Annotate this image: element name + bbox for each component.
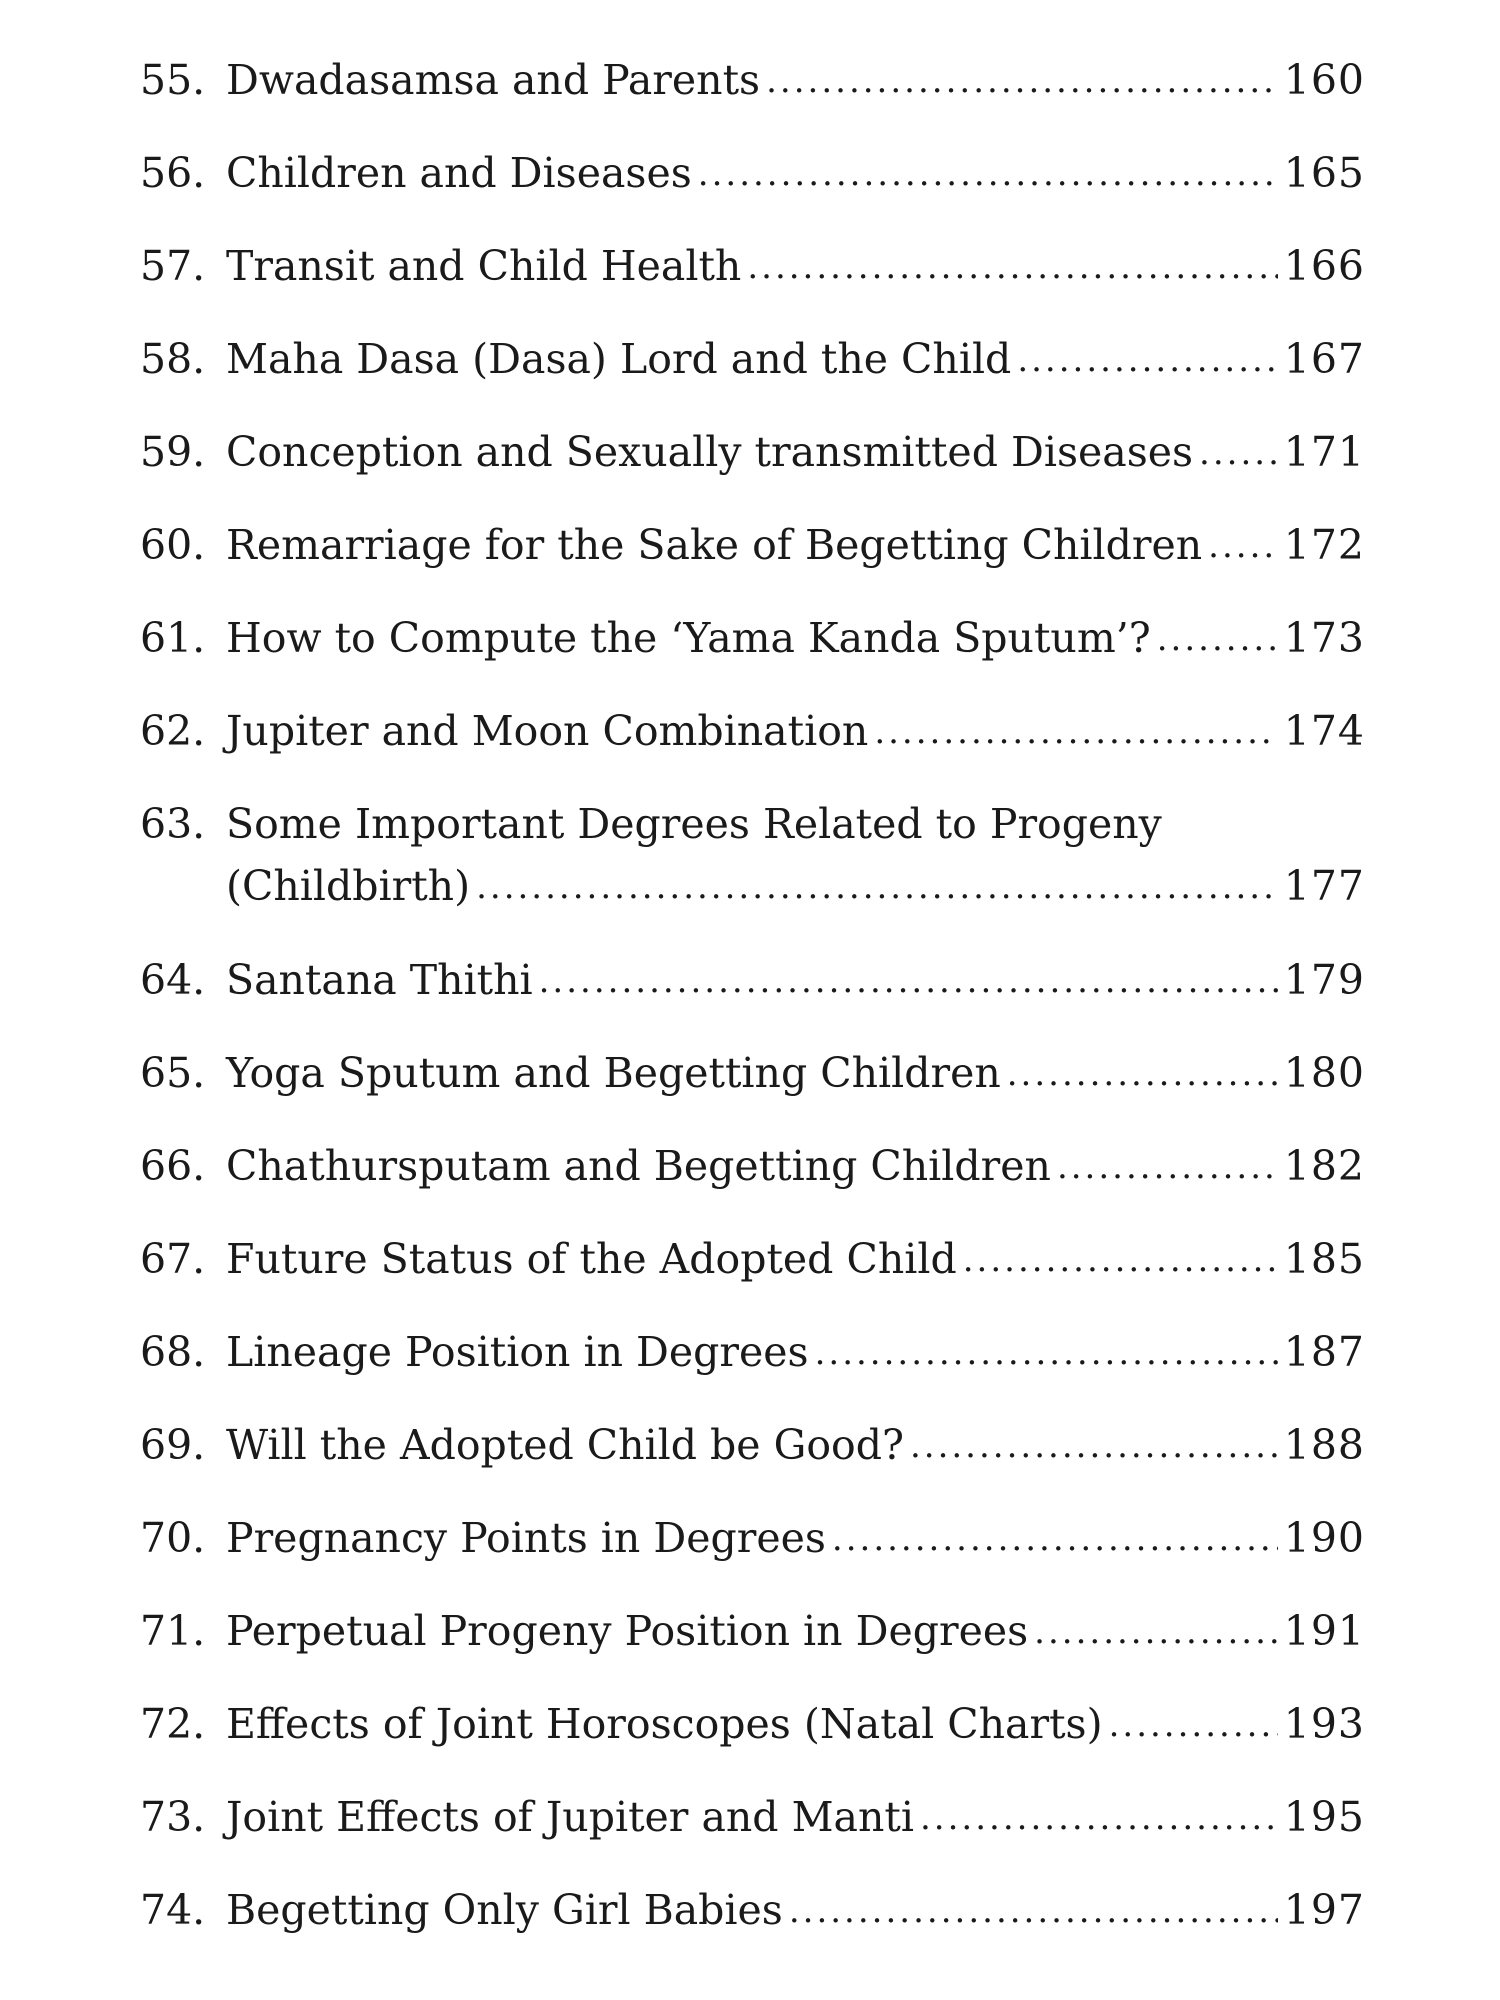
entry-title: Children and Diseases xyxy=(226,149,692,197)
entry-number: 67. xyxy=(140,1235,206,1283)
dot-leader xyxy=(789,1896,1278,1926)
dot-leader xyxy=(766,66,1278,96)
entry-page: 166 xyxy=(1283,242,1365,290)
entry-page: 160 xyxy=(1283,56,1365,104)
dot-leader xyxy=(1157,624,1278,654)
entry-page: 173 xyxy=(1283,614,1365,662)
entry-number: 63. xyxy=(140,800,206,848)
entry-title: Transit and Child Health xyxy=(226,242,742,290)
entry-page: 193 xyxy=(1283,1700,1365,1748)
entry-number: 71. xyxy=(140,1607,206,1655)
entry-number: 72. xyxy=(140,1700,206,1748)
entry-number: 74. xyxy=(140,1886,206,1934)
entry-page: 165 xyxy=(1283,149,1365,197)
entry-title: Yoga Sputum and Begetting Children xyxy=(226,1049,1001,1097)
dot-leader xyxy=(815,1338,1278,1368)
entry-title: Pregnancy Points in Degrees xyxy=(226,1514,826,1562)
entry-title: Lineage Position in Degrees xyxy=(226,1328,809,1376)
entry-number: 64. xyxy=(140,956,206,1004)
dot-leader xyxy=(1007,1059,1278,1089)
toc-entry[interactable] xyxy=(140,1882,1365,1938)
entry-title: Dwadasamsa and Parents xyxy=(226,56,761,104)
toc-entry[interactable] xyxy=(140,1231,1365,1287)
toc-entry[interactable] xyxy=(140,52,1365,108)
dot-leader xyxy=(910,1431,1278,1461)
toc-entry[interactable] xyxy=(140,424,1365,480)
entry-page: 179 xyxy=(1283,956,1365,1004)
toc-entry[interactable] xyxy=(140,238,1365,294)
entry-number: 62. xyxy=(140,707,206,755)
entry-page: 182 xyxy=(1283,1142,1365,1190)
entry-page: 180 xyxy=(1283,1049,1365,1097)
entry-page: 174 xyxy=(1283,707,1365,755)
entry-title: Future Status of the Adopted Child xyxy=(226,1235,957,1283)
entry-page: 197 xyxy=(1283,1886,1365,1934)
dot-leader xyxy=(963,1245,1278,1275)
entry-number: 61. xyxy=(140,614,206,662)
entry-number: 66. xyxy=(140,1142,206,1190)
dot-leader xyxy=(1208,531,1278,561)
entry-page: 187 xyxy=(1283,1328,1365,1376)
entry-title: Begetting Only Girl Babies xyxy=(226,1886,783,1934)
entry-number: 56. xyxy=(140,149,206,197)
dot-leader xyxy=(1199,438,1278,468)
toc-entry[interactable] xyxy=(140,1138,1365,1194)
dot-leader xyxy=(476,872,1278,902)
dot-leader xyxy=(874,717,1277,747)
entry-title: Jupiter and Moon Combination xyxy=(226,707,869,755)
entry-title: Joint Effects of Jupiter and Manti xyxy=(226,1793,914,1841)
dot-leader xyxy=(1017,345,1277,375)
entry-title: How to Compute the ‘Yama Kanda Sputum’? xyxy=(226,614,1151,662)
dot-leader xyxy=(747,252,1277,282)
entry-title: Effects of Joint Horoscopes (Natal Charts) xyxy=(226,1700,1103,1748)
toc-entry[interactable] xyxy=(140,145,1365,201)
toc-entry[interactable] xyxy=(140,1417,1365,1473)
entry-title: Will the Adopted Child be Good? xyxy=(226,1421,904,1469)
dot-leader xyxy=(920,1803,1278,1833)
entry-page: 177 xyxy=(1283,862,1365,910)
entry-title: Perpetual Progeny Position in Degrees xyxy=(226,1607,1029,1655)
entry-page: 172 xyxy=(1283,521,1365,569)
entry-number: 68. xyxy=(140,1328,206,1376)
entry-title-continued: (Childbirth) xyxy=(226,862,471,910)
toc-entry[interactable] xyxy=(140,703,1365,759)
toc-entry[interactable] xyxy=(140,952,1365,1008)
entry-number: 69. xyxy=(140,1421,206,1469)
entry-number: 57. xyxy=(140,242,206,290)
dot-leader xyxy=(1109,1710,1278,1740)
toc-entry[interactable] xyxy=(140,1696,1365,1752)
entry-page: 171 xyxy=(1283,428,1365,476)
dot-leader xyxy=(832,1524,1278,1554)
entry-page: 185 xyxy=(1283,1235,1365,1283)
entry-number: 59. xyxy=(140,428,206,476)
dot-leader xyxy=(1034,1617,1278,1647)
toc-entry[interactable] xyxy=(140,796,1365,914)
entry-page: 167 xyxy=(1283,335,1365,383)
entry-page: 191 xyxy=(1283,1607,1365,1655)
dot-leader xyxy=(1057,1152,1278,1182)
entry-page: 188 xyxy=(1283,1421,1365,1469)
entry-title: Maha Dasa (Dasa) Lord and the Child xyxy=(226,335,1012,383)
toc-entry[interactable] xyxy=(140,1789,1365,1845)
toc-entry[interactable] xyxy=(140,517,1365,573)
entry-title: Some Important Degrees Related to Progeny xyxy=(226,800,1162,848)
toc-entry[interactable] xyxy=(140,610,1365,666)
entry-page: 195 xyxy=(1283,1793,1365,1841)
entry-number: 70. xyxy=(140,1514,206,1562)
entry-number: 58. xyxy=(140,335,206,383)
dot-leader xyxy=(698,159,1278,189)
dot-leader xyxy=(539,966,1278,996)
entry-number: 55. xyxy=(140,56,206,104)
toc-entry[interactable] xyxy=(140,1603,1365,1659)
entry-title: Santana Thithi xyxy=(226,956,533,1004)
toc-entry[interactable] xyxy=(140,331,1365,387)
entry-title: Conception and Sexually transmitted Diseases xyxy=(226,428,1194,476)
toc-entry[interactable] xyxy=(140,1324,1365,1380)
entry-number: 73. xyxy=(140,1793,206,1841)
entry-title: Chathursputam and Begetting Children xyxy=(226,1142,1051,1190)
entry-number: 65. xyxy=(140,1049,206,1097)
entry-page: 190 xyxy=(1283,1514,1365,1562)
toc-entry[interactable] xyxy=(140,1045,1365,1101)
entry-number: 60. xyxy=(140,521,206,569)
toc-entry[interactable] xyxy=(140,1510,1365,1566)
entry-title: Remarriage for the Sake of Begetting Children xyxy=(226,521,1203,569)
